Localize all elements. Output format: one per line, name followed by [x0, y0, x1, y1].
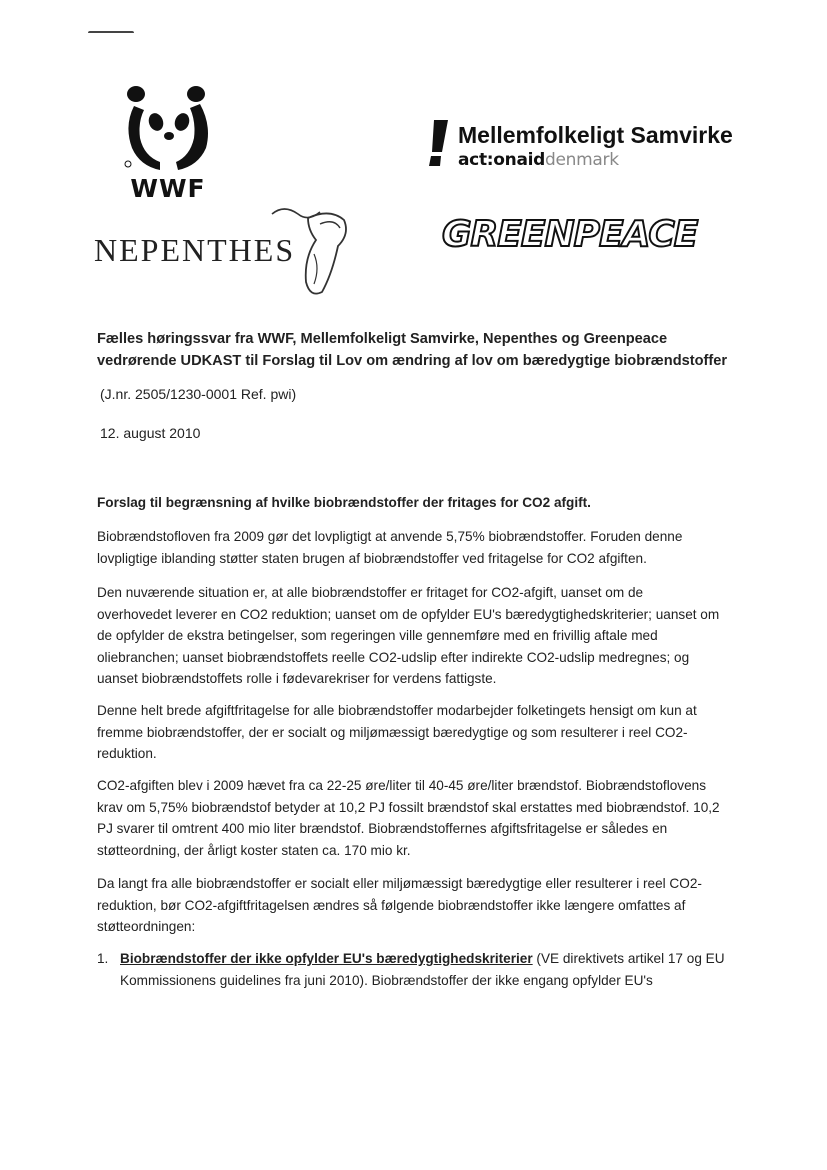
paragraph-line: fremme biobrændstoffer, der er socialt og miljømæssigt bæredygtige og som resulterer i reel CO2- — [97, 724, 688, 740]
paragraph-4 — [97, 775, 737, 861]
title-line: Fælles høringssvar fra WWF, Mellemfolkeligt Samvirke, Nepenthes og Greenpeace — [97, 331, 668, 347]
ms-actionaid-logo — [426, 120, 766, 172]
paragraph-5 — [97, 873, 737, 938]
list-item-text: (VE direktivets artikel 17 og EU — [532, 951, 725, 966]
ms-title: Mellemfolkeligt Samvirke — [458, 122, 733, 148]
greenpeace-wordmark: GREENPEACE — [442, 214, 698, 255]
wwf-wordmark: WWF — [130, 174, 206, 203]
paragraph-1 — [97, 526, 737, 569]
section-heading: Forslag til begrænsning af hvilke biobrændstoffer der fritages for CO2 afgift. — [97, 495, 591, 510]
nepenthes-wordmark: NEPENTHES — [94, 232, 296, 268]
paragraph-line: oliebranchen; uanset biobrændstoffets reelle CO2-udslip efter indirekte CO2-udslip medregnes; og — [97, 649, 690, 665]
paragraph-line: reduktion, bør CO2-afgiftfritagelsen ændres så følgende biobrændstoffer ikke længere omfattes af — [97, 897, 686, 913]
list-item-emphasis: Biobrændstoffer der ikke opfylder EU's bæredygtighedskriterier — [120, 951, 533, 966]
document-title — [97, 329, 757, 372]
paragraph-line: Da langt fra alle biobrændstoffer er socialt eller miljømæssigt bæredygtige eller resulterer i reel CO2- — [97, 876, 702, 891]
scan-mark — [88, 31, 134, 36]
pitcher-plant-icon — [94, 204, 364, 300]
paragraph-line: Denne helt brede afgiftfritagelse for alle biobrændstoffer modarbejder folketingets hensigt om kun at — [97, 703, 697, 718]
panda-icon — [120, 82, 216, 174]
actionaid-bold: act:onaid — [458, 150, 546, 170]
exclamation-icon — [426, 120, 452, 170]
actionaid-light: denmark — [545, 150, 619, 170]
title-line: vedrørende UDKAST til Forslag til Lov om ændring af lov om bæredygtige biobrændstoffer — [97, 352, 728, 369]
paragraph-line: Den nuværende situation er, at alle biobrændstoffer er fritaget for CO2-afgift, uanset om de — [97, 585, 644, 600]
paragraph-line: overhovedet leverer en CO2 reduktion; uanset om de opfylder EU's bæredygtighedskriterier; uanset om — [97, 606, 720, 622]
paragraph-line: lovpligtige iblanding støtter staten brugen af biobrændstoffer ved fritagelse for CO2 afgiften. — [97, 550, 647, 566]
document-date: 12. august 2010 — [100, 425, 201, 441]
actionaid-subtitle — [458, 150, 619, 170]
paragraph-3 — [97, 700, 737, 765]
paragraph-line: PJ svarer til omtrent 400 mio liter brændstof. Biobrændstoffernes afgiftsfritagelse er således en — [97, 821, 668, 836]
wwf-logo — [120, 82, 216, 203]
paragraph-line: krav om 5,75% biobrændstof betyder at 10,2 PJ fossilt brændstof skal erstattes med biobrændstof. 10,2 — [97, 799, 720, 815]
list-line — [120, 948, 740, 970]
paragraph-line: Biobrændstofloven fra 2009 gør det lovpligtigt at anvende 5,75% biobrændstoffer. Foruden denne — [97, 529, 683, 544]
reference-number: (J.nr. 2505/1230-0001 Ref. pwi) — [100, 386, 297, 402]
paragraph-line: reduktion. — [97, 746, 157, 761]
paragraph-line: de opfylder de ekstra betingelser, som regeringen ville gennemføre med en frivillig aftale med — [97, 628, 658, 643]
list-line: Kommissionens guidelines fra juni 2010). Biobrændstoffer der ikke engang opfylder EU's — [120, 972, 653, 988]
paragraph-line: uanset biobrændstoffets rolle i fødevarekriser for verdens fattigste. — [97, 671, 497, 686]
paragraph-line: støtteordning, der årligt koster staten ca. 170 mio kr. — [97, 842, 411, 858]
paragraph-line: støtteordningen: — [97, 919, 196, 934]
paragraph-line: CO2-afgiften blev i 2009 hævet fra ca 22-25 øre/liter til 40-45 øre/liter brændstof. Biobrændstoflovens — [97, 778, 706, 793]
list-number: 1. — [97, 951, 109, 966]
greenpeace-logo — [442, 212, 758, 268]
nepenthes-logo — [94, 204, 364, 300]
paragraph-2 — [97, 582, 737, 690]
list-item-body — [120, 948, 740, 991]
